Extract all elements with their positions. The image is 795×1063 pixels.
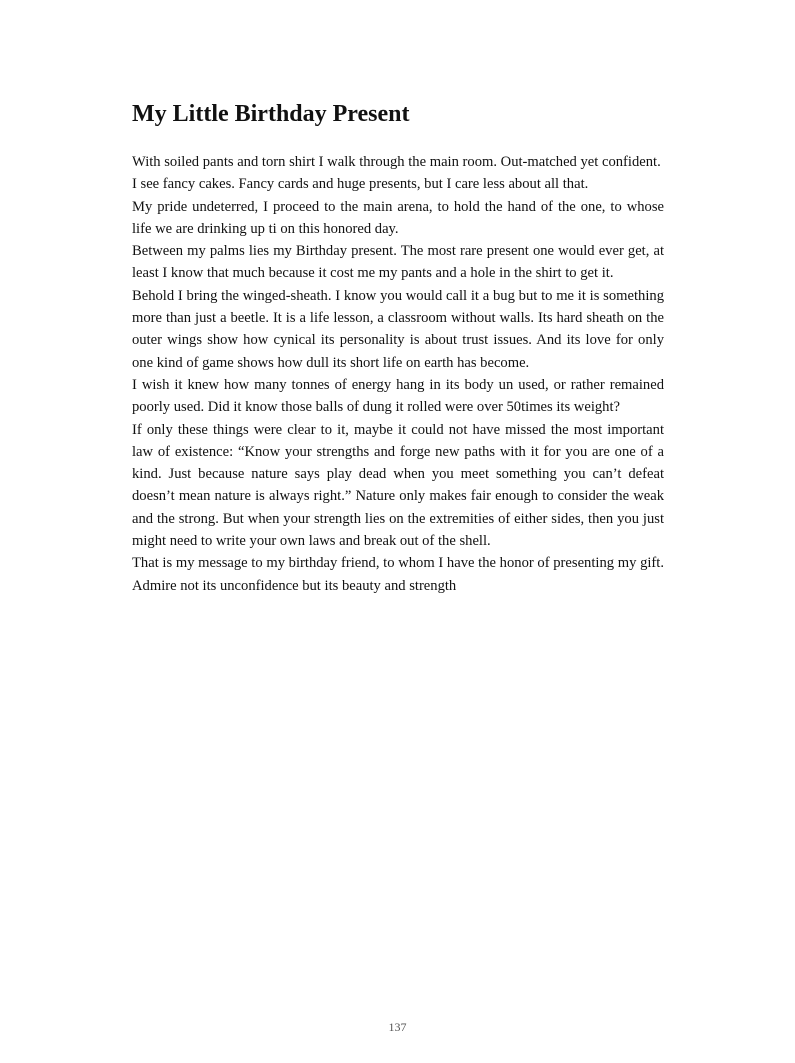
page-title: My Little Birthday Present xyxy=(132,101,410,127)
paragraph-4: Between my palms lies my Birthday present. The most rare present one would ever get, at least I know that much because it cost me my pants and a hole in the shirt to get it. xyxy=(132,243,664,282)
paragraph-5: Behold I bring the winged-sheath. I know you would call it a bug but to me it is something more than just a beetle. It is a life lesson, a classroom without walls. Its hard sheath on the outer wings show how cynical its personality is about trust issues. And its love for only one kind of game shows how dull its short life on earth has become. xyxy=(132,287,664,371)
body-text xyxy=(132,151,664,597)
paragraph-7: If only these things were clear to it, maybe it could not have missed the most important law of existence: “Know your strengths and forge new paths with it for you are one of a kind. Just because nature says play dead when you meet something you can’t defeat doesn’t mean nature is always right.” Nature only makes fair enough to consider the weak and the strong. But when your strength lies on the extremities of either sides, then you just might need to write your own laws and break out of the shell. xyxy=(132,421,664,550)
paragraph-8: That is my message to my birthday friend, to whom I have the honor of presenting my gift. Admire not its unconfidence but its beauty and strength xyxy=(132,555,664,594)
paragraph-6: I wish it knew how many tonnes of energy hang in its body un used, or rather remained poorly used. Did it know those balls of dung it rolled were over 50times its weight? xyxy=(132,376,664,416)
paragraph-1: With soiled pants and torn shirt I walk through the main room. Out-matched yet confident. xyxy=(132,154,661,170)
paragraph-3: My pride undeterred, I proceed to the main arena, to hold the hand of the one, to whose life we are drinking up ti on this honored day. xyxy=(132,198,664,237)
paragraph-2: I see fancy cakes. Fancy cards and huge presents, but I care less about all that. xyxy=(132,176,589,193)
page-number: 137 xyxy=(388,1020,407,1034)
